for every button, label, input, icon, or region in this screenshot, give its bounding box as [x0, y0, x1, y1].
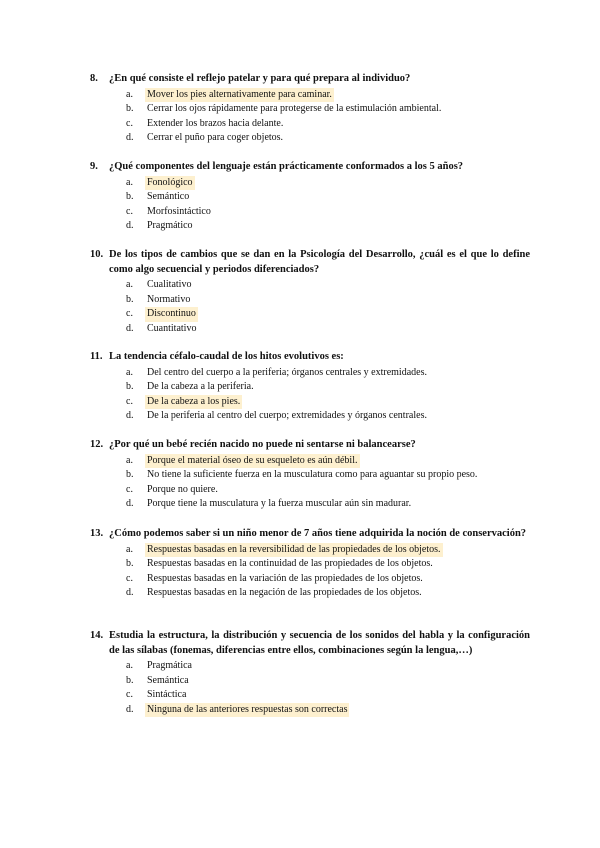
- option-text: Sintáctica: [147, 689, 187, 701]
- option-b: [126, 468, 530, 483]
- option-text-highlighted: Discontinuo: [145, 307, 198, 322]
- option-letter: c.: [126, 689, 133, 701]
- option-c: [126, 483, 530, 498]
- option-a: [126, 88, 530, 103]
- option-letter: a.: [126, 279, 133, 290]
- option-text: Respuestas basadas en la negación de las propiedades de los objetos.: [147, 587, 422, 599]
- option-a: [126, 659, 530, 674]
- option-text: Extender los brazos hacia delante.: [147, 117, 284, 129]
- option-text: Respuestas basadas en la continuidad de las propiedades de los objetos.: [147, 558, 433, 570]
- answer-options: [126, 543, 530, 601]
- option-letter: d.: [126, 322, 134, 334]
- option-letter: d.: [126, 220, 134, 232]
- option-letter: d.: [126, 132, 134, 144]
- option-letter: c.: [126, 395, 133, 407]
- option-letter: b.: [126, 191, 134, 203]
- question-10: [90, 248, 530, 336]
- option-d: [126, 322, 530, 337]
- option-letter: a.: [126, 543, 133, 555]
- option-letter: d.: [126, 587, 134, 599]
- question-number: 12.: [90, 439, 104, 450]
- option-text: Cuantitativo: [147, 322, 197, 334]
- option-b: [126, 557, 530, 572]
- option-letter: a.: [126, 660, 133, 671]
- option-a: [126, 278, 530, 293]
- option-text: Cerrar los ojos rápidamente para protegerse de la estimulación ambiental.: [147, 103, 442, 115]
- question-number: 8.: [90, 73, 98, 84]
- option-c: [126, 688, 530, 703]
- option-text: Pragmático: [147, 220, 193, 232]
- question-heading: [90, 527, 530, 542]
- option-letter: a.: [126, 366, 133, 378]
- question-12: [90, 438, 530, 512]
- question-13: [90, 527, 530, 601]
- option-letter: d.: [126, 498, 134, 510]
- option-d: [126, 703, 530, 718]
- option-text-highlighted: Ninguna de las anteriores respuestas son correctas: [145, 703, 349, 718]
- option-b: [126, 674, 530, 689]
- option-text-highlighted: De la cabeza a los pies.: [145, 395, 242, 410]
- option-text: Semántico: [147, 191, 190, 203]
- option-text-highlighted: Respuestas basadas en la reversibilidad de las propiedades de los objetos.: [145, 543, 443, 558]
- option-b: [126, 102, 530, 117]
- question-heading: [90, 160, 530, 175]
- option-letter: a.: [126, 176, 133, 188]
- question-heading: [90, 629, 530, 658]
- option-c: [126, 307, 530, 322]
- question-8: [90, 72, 530, 146]
- option-text: De la periferia al centro del cuerpo; extremidades y órganos centrales.: [147, 410, 427, 422]
- option-letter: c.: [126, 308, 133, 320]
- option-d: [126, 409, 530, 424]
- option-b: [126, 380, 530, 395]
- option-c: [126, 572, 530, 587]
- question-text: La tendencia céfalo-caudal de los hitos evolutivos es:: [109, 351, 344, 362]
- answer-options: [126, 88, 530, 146]
- option-letter: b.: [126, 469, 134, 481]
- option-d: [126, 497, 530, 512]
- question-number: 14.: [90, 630, 104, 641]
- option-c: [126, 117, 530, 132]
- option-text: Porque tiene la musculatura y la fuerza muscular aún sin madurar.: [147, 498, 412, 510]
- question-number: 9.: [90, 161, 98, 172]
- option-a: [126, 543, 530, 558]
- answer-options: [126, 366, 530, 424]
- option-letter: b.: [126, 103, 134, 115]
- option-text: Normativo: [147, 293, 191, 305]
- option-text: Porque no quiere.: [147, 483, 218, 495]
- answer-options: [126, 176, 530, 234]
- question-14: [90, 629, 530, 717]
- option-text-highlighted: Mover los pies alternativamente para caminar.: [145, 88, 334, 103]
- option-b: [126, 293, 530, 308]
- answer-options: [126, 454, 530, 512]
- option-d: [126, 131, 530, 146]
- option-a: [126, 454, 530, 469]
- question-number: 13.: [90, 528, 104, 539]
- option-text: Morfosintáctico: [147, 205, 211, 217]
- question-text: Estudia la estructura, la distribución y secuencia de los sonidos del habla y la configuración de las sílabas (fonemas, diferencias entre ellos, combinaciones según la lengua,…): [109, 630, 530, 656]
- option-text-highlighted: Fonológico: [145, 176, 195, 191]
- answer-options: [126, 278, 530, 336]
- question-text: ¿Cómo podemos saber si un niño menor de 7 años tiene adquirida la noción de conservación?: [109, 528, 527, 539]
- option-text: Respuestas basadas en la variación de las propiedades de los objetos.: [147, 572, 423, 584]
- option-letter: d.: [126, 410, 134, 422]
- question-heading: [90, 248, 530, 277]
- question-heading: [90, 350, 530, 365]
- option-letter: b.: [126, 381, 134, 393]
- option-letter: b.: [126, 558, 134, 570]
- option-a: [126, 366, 530, 381]
- question-number: 11.: [90, 351, 103, 362]
- option-letter: c.: [126, 572, 133, 584]
- option-letter: a.: [126, 88, 133, 100]
- option-letter: d.: [126, 703, 134, 715]
- option-letter: c.: [126, 205, 133, 217]
- question-heading: [90, 72, 530, 87]
- option-text: Pragmática: [147, 660, 192, 671]
- option-c: [126, 205, 530, 220]
- question-text: ¿En qué consiste el reflejo patelar y para qué prepara al individuo?: [109, 73, 411, 84]
- option-letter: b.: [126, 674, 134, 686]
- option-d: [126, 586, 530, 601]
- option-c: [126, 395, 530, 410]
- question-text: ¿Por qué un bebé recién nacido no puede ni sentarse ni balancearse?: [109, 439, 416, 450]
- answer-options: [126, 659, 530, 717]
- question-11: [90, 350, 530, 424]
- option-text: Cualitativo: [147, 279, 192, 290]
- option-text: Cerrar el puño para coger objetos.: [147, 132, 284, 144]
- question-heading: [90, 438, 530, 453]
- option-text: Del centro del cuerpo a la periferia; órganos centrales y extremidades.: [147, 366, 427, 378]
- option-letter: c.: [126, 483, 133, 495]
- option-text: Semántica: [147, 674, 189, 686]
- option-letter: a.: [126, 454, 133, 466]
- option-b: [126, 190, 530, 205]
- option-text: De la cabeza a la periferia.: [147, 381, 254, 393]
- option-d: [126, 219, 530, 234]
- option-text-highlighted: Porque el material óseo de su esqueleto es aún débil.: [145, 454, 360, 469]
- option-text: No tiene la suficiente fuerza en la musculatura como para aguantar su propio peso.: [147, 469, 478, 481]
- option-a: [126, 176, 530, 191]
- question-text: ¿Qué componentes del lenguaje están prácticamente conformados a los 5 años?: [109, 161, 464, 172]
- question-9: [90, 160, 530, 234]
- question-number: 10.: [90, 249, 104, 260]
- option-letter: c.: [126, 117, 133, 129]
- question-text: De los tipos de cambios que se dan en la Psicología del Desarrollo, ¿cuál es el que lo define como algo secuencial y periodos diferenciados?: [109, 249, 530, 275]
- option-letter: b.: [126, 293, 134, 305]
